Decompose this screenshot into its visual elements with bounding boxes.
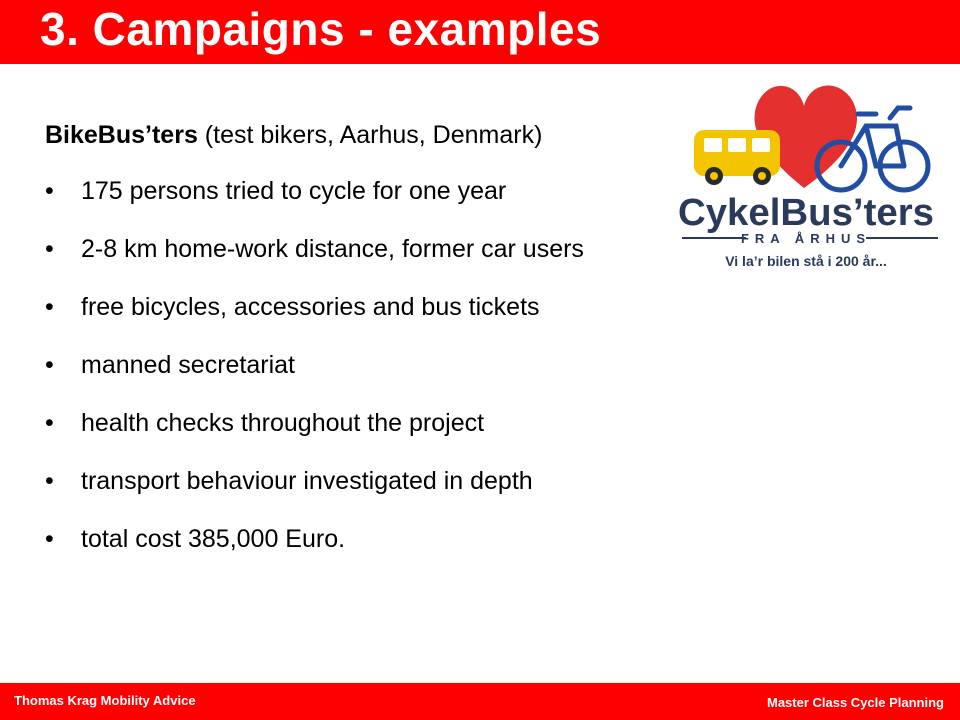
bullet-text: 2-8 km home-work distance, former car users	[81, 235, 584, 263]
bullet-glyph: •	[45, 525, 54, 553]
bullet-text: transport behaviour investigated in depth	[81, 467, 533, 495]
bullet-list	[45, 176, 685, 582]
bullet-item	[45, 292, 685, 323]
bullet-item	[45, 408, 685, 439]
bullet-text: total cost 385,000 Euro.	[81, 525, 346, 553]
bullet-text: 175 persons tried to cycle for one year	[81, 177, 507, 205]
bullet-glyph: •	[45, 293, 54, 321]
logo-tagline: Vi la’r bilen stå i 200 år...	[725, 253, 887, 269]
bullet-glyph: •	[45, 177, 54, 205]
bullet-item	[45, 466, 685, 497]
cykelbusters-logo	[676, 78, 944, 270]
title-bar	[0, 0, 960, 64]
bullet-glyph: •	[45, 409, 54, 437]
slide-heading	[45, 121, 542, 150]
bullet-glyph: •	[45, 351, 54, 379]
footer-author: Thomas Krag Mobility Advice	[14, 693, 196, 708]
heading-project-name: BikeBus’ters	[45, 121, 198, 149]
bullet-item	[45, 234, 641, 265]
bullet-item	[45, 350, 685, 381]
bullet-item	[45, 524, 685, 555]
bullet-glyph: •	[45, 235, 54, 263]
bus-icon	[694, 130, 780, 185]
footer-bar	[0, 683, 960, 720]
bullet-text: health checks throughout the project	[81, 409, 485, 437]
footer-course: Master Class Cycle Planning	[766, 695, 944, 710]
bullet-item	[45, 176, 685, 207]
logo-subtitle: FRA ÅRHUS	[740, 231, 872, 246]
heading-description: (test bikers, Aarhus, Denmark)	[197, 121, 543, 149]
bullet-text: manned secretariat	[81, 351, 296, 379]
bullet-glyph: •	[45, 467, 54, 495]
bullet-text: free bicycles, accessories and bus tickets	[81, 293, 540, 321]
logo-name: CykelBus’ters	[678, 192, 934, 234]
slide-title: 3. Campaigns - examples	[40, 3, 602, 55]
